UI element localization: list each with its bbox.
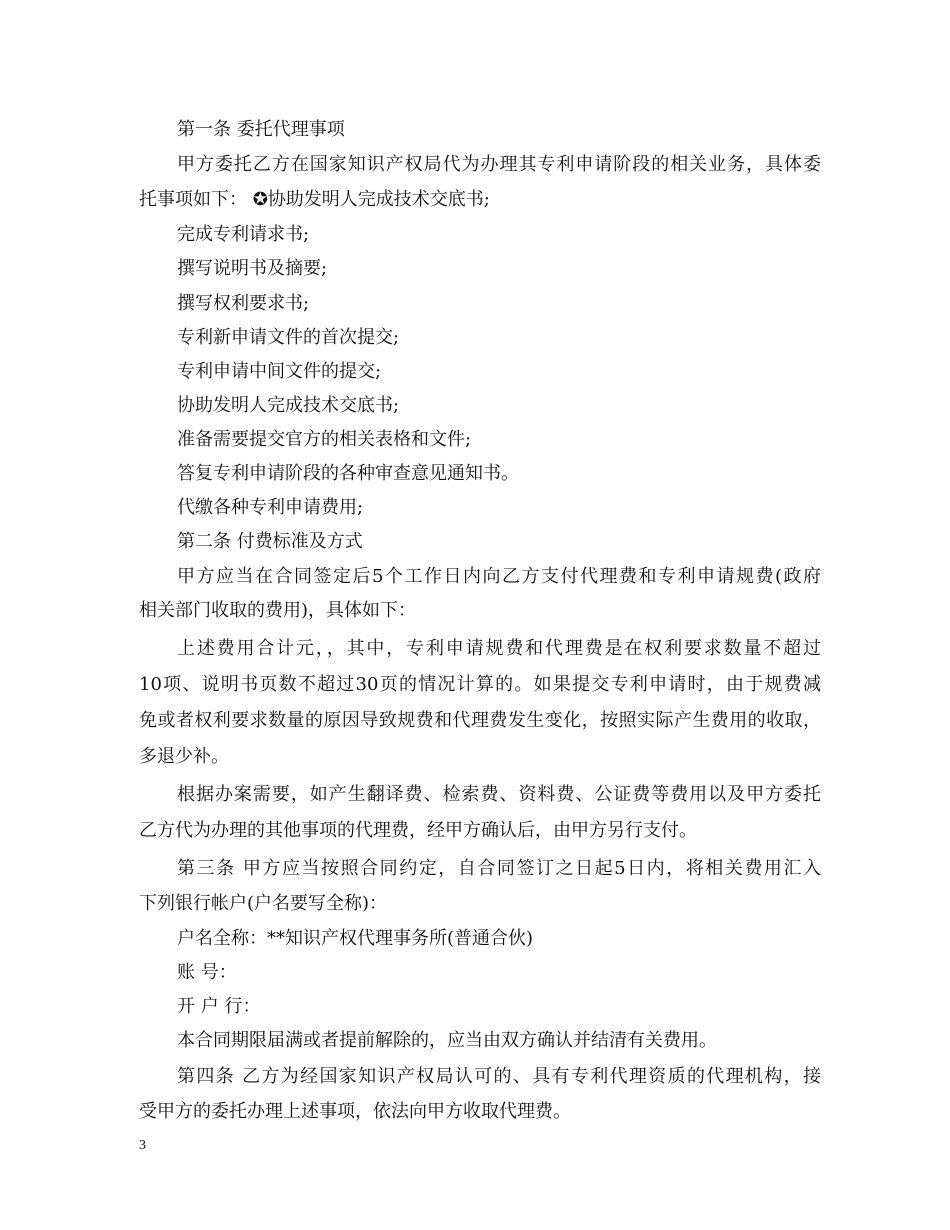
paragraph-line: 甲方委托乙方在国家知识产权局代为办理其专利申请阶段的相关业务，具体委: [177, 154, 821, 175]
article-1-heading: 第一条 委托代理事项: [177, 119, 345, 140]
list-item: 撰写说明书及摘要;: [177, 258, 328, 279]
paragraph-line: 甲方应当在合同签定后5个工作日内向乙方支付代理费和专利申请规费(政府: [177, 566, 821, 587]
list-item: 准备需要提交官方的相关表格和文件;: [177, 429, 472, 450]
list-item: 撰写权利要求书;: [177, 293, 310, 314]
list-item: 协助发明人完成技术交底书;: [177, 395, 400, 416]
bank-line: 开 户 行：: [177, 996, 261, 1017]
account-name-line: 户名全称：**知识产权代理事务所(普通合伙): [177, 928, 534, 949]
paragraph-line: 乙方代为办理的其他事项的代理费，经甲方确认后，由甲方另行支付。: [139, 820, 697, 841]
account-number-line: 账 号：: [177, 962, 237, 983]
paragraph-line: 下列银行帐户(户名要写全称)：: [139, 893, 388, 914]
paragraph-line: 托事项如下： ✪协助发明人完成技术交底书;: [139, 189, 490, 210]
list-item: 专利新申请文件的首次提交;: [177, 327, 400, 348]
paragraph-line: 根据办案需要，如产生翻译费、检索费、资料费、公证费等费用以及甲方委托: [177, 784, 821, 805]
article-3-line: 第三条 甲方应当按照合同约定，自合同签订之日起5日内，将相关费用汇入: [177, 858, 821, 879]
paragraph-line: 本合同期限届满或者提前解除的，应当由双方确认并结清有关费用。: [177, 1030, 717, 1051]
article-4-line: 第四条 乙方为经国家知识产权局认可的、具有专利代理资质的代理机构，接: [177, 1066, 821, 1087]
list-item: 答复专利申请阶段的各种审查意见通知书。: [177, 463, 519, 484]
paragraph-line: 相关部门收取的费用)，具体如下：: [139, 600, 417, 621]
paragraph-line: 受甲方的委托办理上述事项，依法向甲方收取代理费。: [139, 1101, 571, 1122]
page-number: 3: [139, 1138, 146, 1153]
paragraph-line: 上述费用合计元，，其中，专利申请规费和代理费是在权利要求数量不超过: [177, 638, 821, 659]
paragraph-line: 10项、说明书页数不超过30页的情况计算的。如果提交专利申请时，由于规费减: [139, 674, 821, 695]
list-item: 代缴各种专利申请费用;: [177, 497, 364, 518]
list-item: 完成专利请求书;: [177, 224, 310, 245]
list-item: 专利申请中间文件的提交;: [177, 361, 382, 382]
paragraph-line: 免或者权利要求数量的原因导致规费和代理费发生变化，按照实际产生费用的收取，: [139, 710, 821, 731]
paragraph-line: 多退少补。: [139, 746, 229, 767]
article-2-heading: 第二条 付费标准及方式: [177, 531, 363, 552]
